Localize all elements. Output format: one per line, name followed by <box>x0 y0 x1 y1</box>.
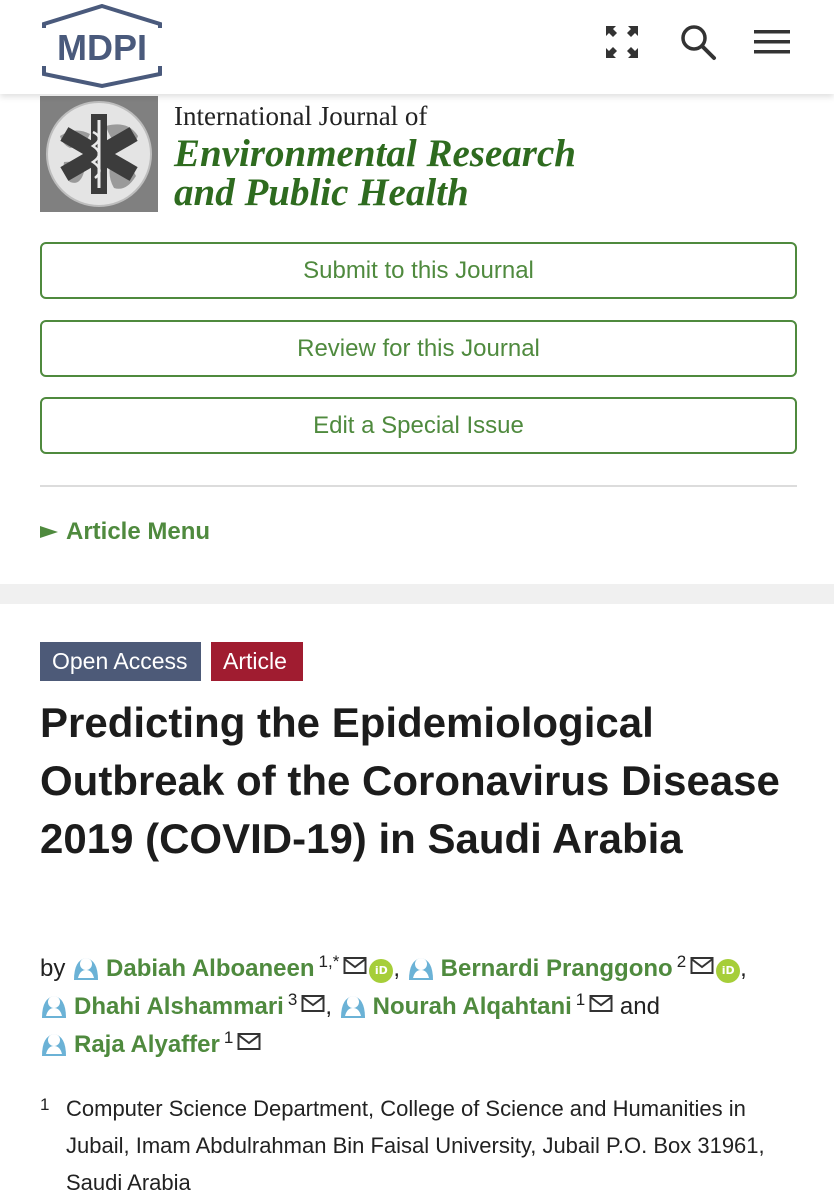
section-separator <box>0 584 834 604</box>
mail-icon[interactable] <box>690 950 714 970</box>
open-access-badge[interactable]: Open Access <box>40 642 201 681</box>
journal-title-line-1: International Journal of <box>174 101 428 131</box>
article-title: Predicting the Epidemiological Outbreak of the Coronavirus Disease 2019 (COVID-19) in Saudi Arabia <box>40 699 780 862</box>
mdpi-logo[interactable] <box>38 4 166 88</box>
author-affiliation-sup: 1,* <box>318 952 340 971</box>
person-icon <box>72 954 100 980</box>
author-affiliation-sup: 3 <box>287 990 298 1009</box>
orcid-icon[interactable]: iD <box>369 959 393 983</box>
affiliation-number: 1 <box>40 1095 50 1114</box>
mail-icon[interactable] <box>301 988 325 1008</box>
article-menu-toggle[interactable] <box>40 518 210 546</box>
person-icon <box>40 1030 68 1056</box>
journal-title-line-3: and Public Health <box>174 171 469 214</box>
mail-icon[interactable] <box>343 950 367 970</box>
and-label: and <box>619 993 660 1020</box>
journal-logo-icon <box>40 96 158 212</box>
journal-title-line-2: Environmental Research <box>174 132 576 175</box>
mail-icon[interactable] <box>589 988 613 1008</box>
triangle-right-icon <box>40 526 58 538</box>
journal-title <box>174 98 576 212</box>
author-affiliation-sup: 1 <box>575 990 586 1009</box>
author-name[interactable]: Nourah Alqahtani <box>372 993 572 1020</box>
menu-icon[interactable] <box>750 20 794 64</box>
article-type-badge: Article <box>211 642 303 681</box>
author-name[interactable]: Bernardi Pranggono <box>440 955 673 982</box>
submit-to-journal-button[interactable]: Submit to this Journal <box>40 242 797 299</box>
search-icon[interactable] <box>676 20 720 64</box>
author-affiliation-sup: 2 <box>676 952 687 971</box>
author-list: by Dabiah Alboaneen $^{1,*}$ iD , Bernardi Pranggono $^2$ iD , Dhahi Alshammari $^3$ , Nourah Alqahtani $^1$ and Raja Alyaffer $^1$ <box>40 952 747 1058</box>
mail-icon[interactable] <box>237 1026 261 1046</box>
author-name[interactable]: Raja Alyaffer <box>74 1031 220 1058</box>
by-label: by <box>40 955 66 982</box>
author-name[interactable]: Dhahi Alshammari <box>74 993 284 1020</box>
orcid-icon[interactable]: iD <box>716 959 740 983</box>
divider <box>40 485 797 487</box>
top-header <box>0 0 834 94</box>
article-menu-label: Article Menu <box>66 518 211 545</box>
author-name[interactable]: Dabiah Alboaneen <box>106 955 315 982</box>
review-for-journal-button[interactable]: Review for this Journal <box>40 320 797 377</box>
svg-text:MDPI: MDPI <box>57 27 147 68</box>
journal-branding[interactable] <box>40 96 800 214</box>
author-affiliation-sup: 1 <box>223 1028 234 1047</box>
person-icon <box>339 992 367 1018</box>
affiliation-text: Computer Science Department, College of Science and Humanities in Jubail, Imam Abdulrahman Bin Faisal University, Jubail P.O. Box 31961, Saudi Arabia <box>66 1096 765 1195</box>
person-icon <box>40 992 68 1018</box>
person-icon <box>407 954 435 980</box>
expand-icon[interactable] <box>600 20 644 64</box>
edit-special-issue-button[interactable]: Edit a Special Issue <box>40 397 797 454</box>
